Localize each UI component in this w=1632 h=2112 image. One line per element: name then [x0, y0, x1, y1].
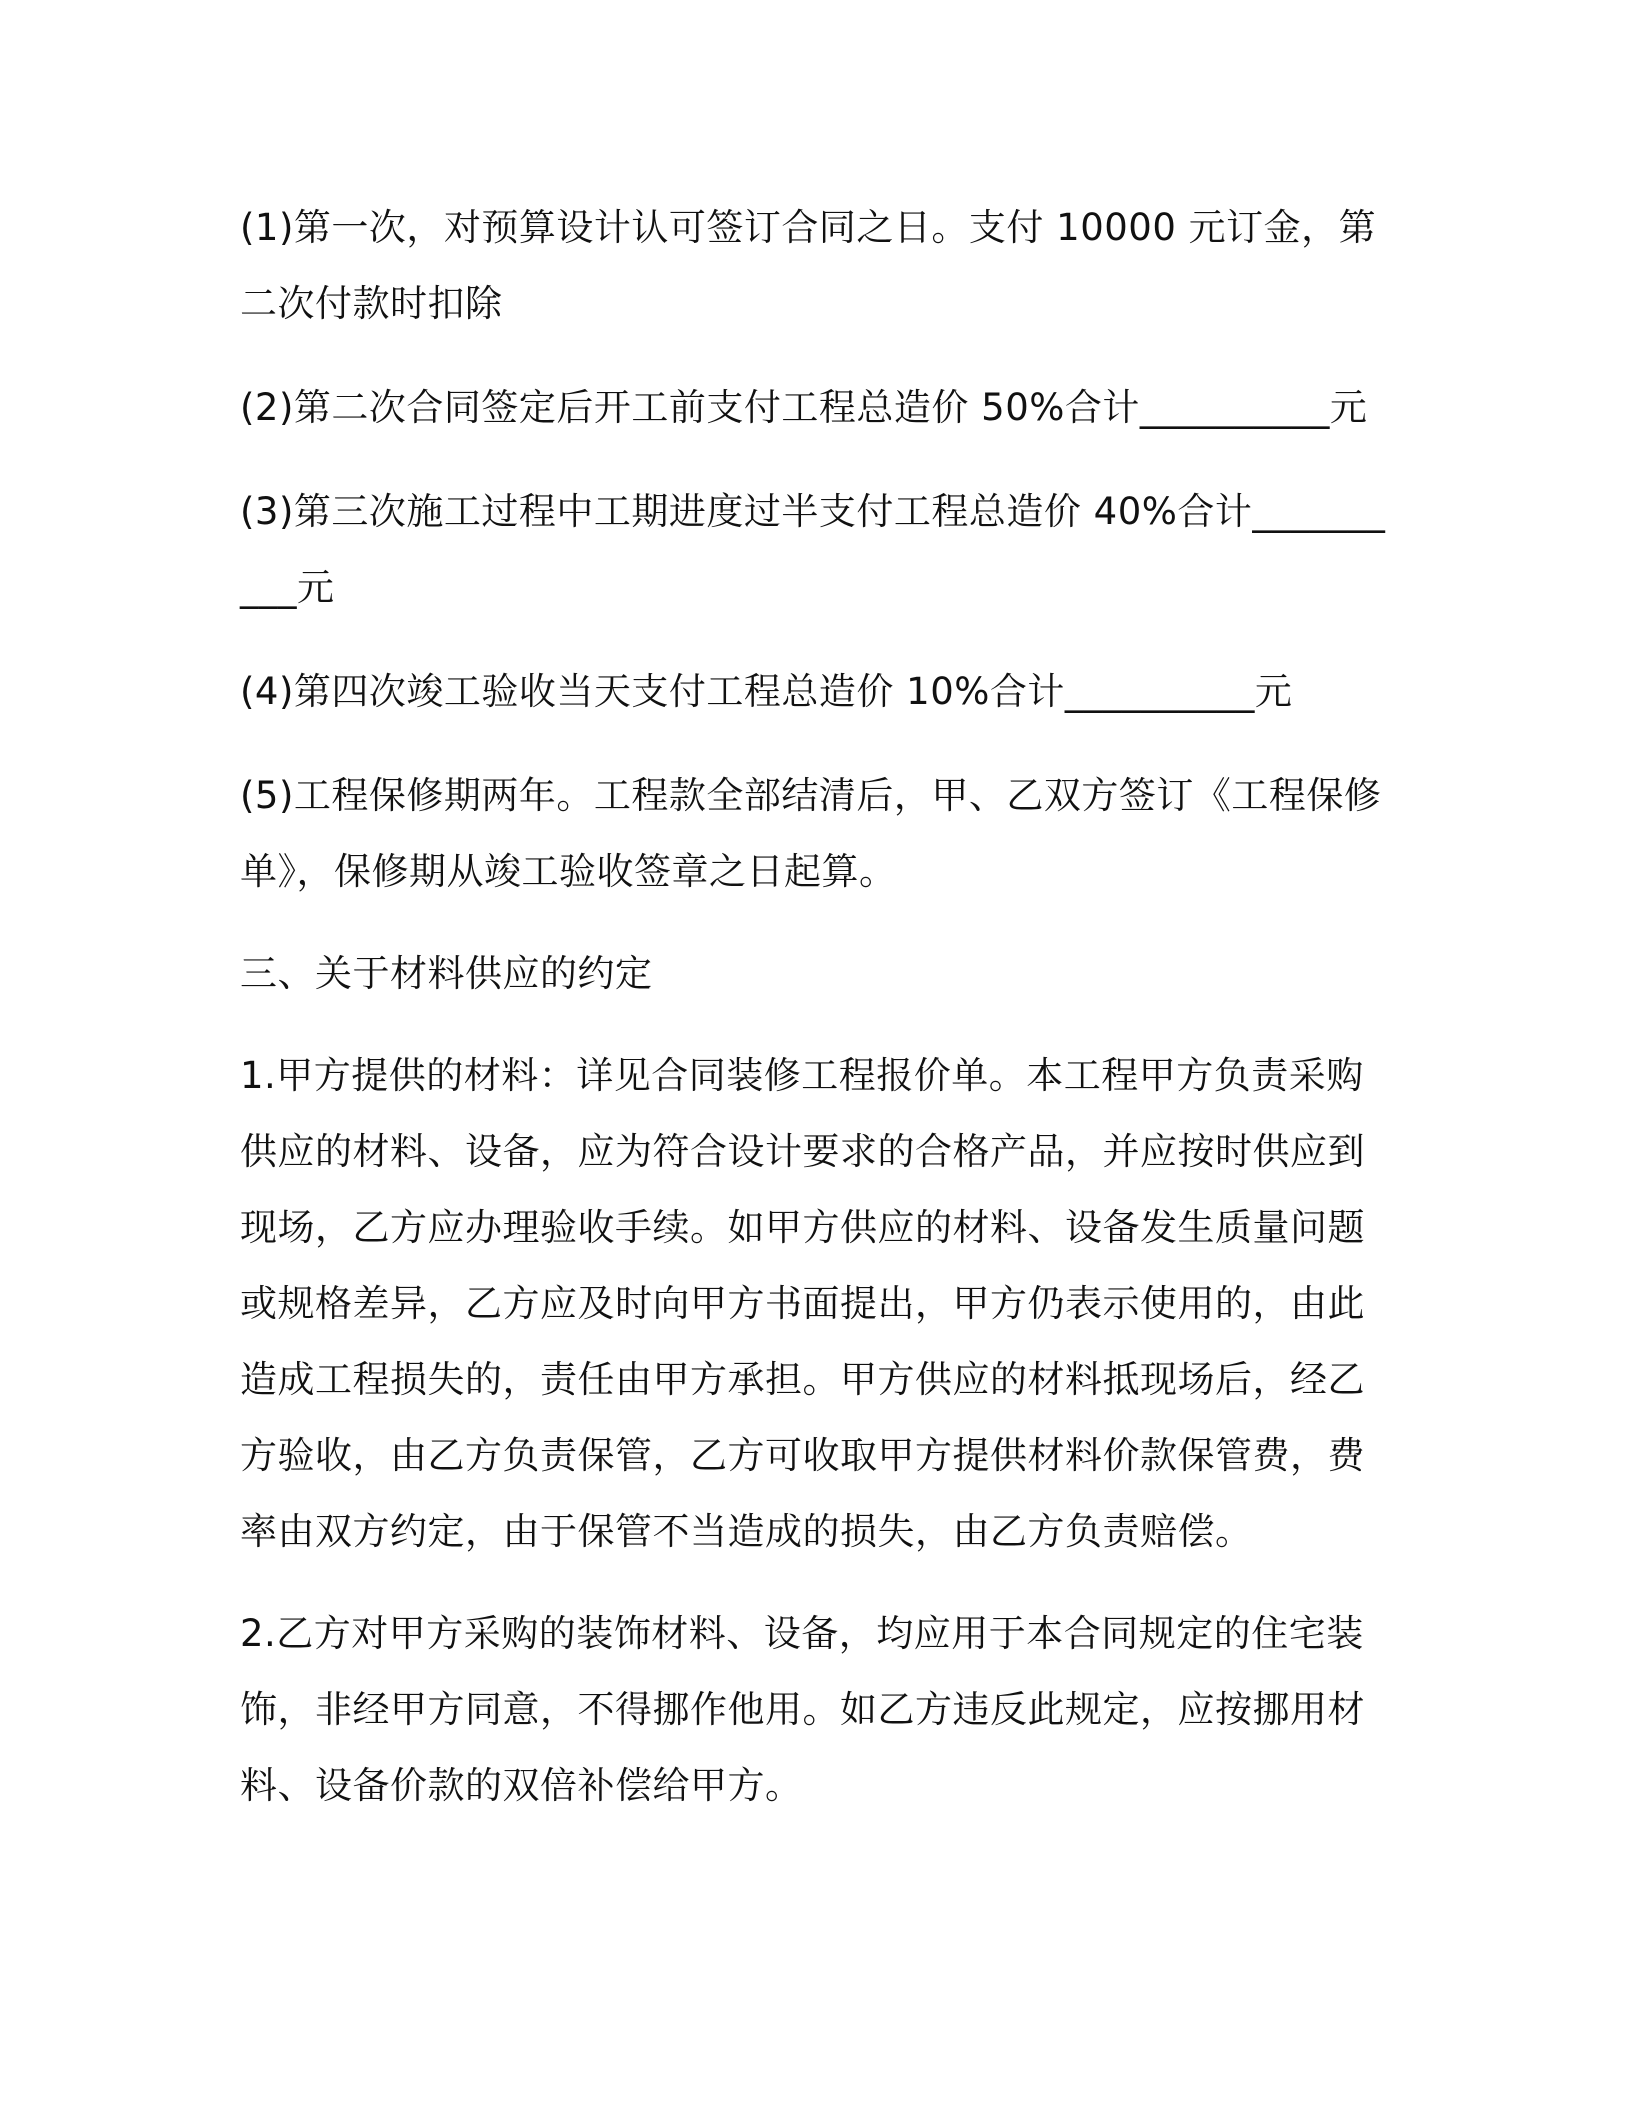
payment-item-2: (2)第二次合同签定后开工前支付工程总造价 50%合计__________元: [240, 386, 1368, 429]
payment-item-1: (1)第一次，对预算设计认可签订合同之日。支付 10000 元订金，第二次付款时扣除: [240, 206, 1377, 325]
payment-item-3: (3)第三次施工过程中工期进度过半支付工程总造价 40%合计__________元: [240, 490, 1386, 609]
material-clause-1: 1.甲方提供的材料：详见合同装修工程报价单。本工程甲方负责采购供应的材料、设备，应为符合设计要求的合格产品，并应按时供应到现场，乙方应办理验收手续。如甲方供应的材料、设备发生质量问题或规格差异，乙方应及时向甲方书面提出，甲方仍表示使用的，由此造成工程损失的，责任由甲方承担。甲方供应的材料抵现场后，经乙方验收，由乙方负责保管，乙方可收取甲方提供材料价款保管费，费率由双方约定，由于保管不当造成的损失，由乙方负责赔偿。: [240, 1054, 1365, 1553]
document-page: [240, 190, 1400, 1824]
section-heading: 三、关于材料供应的约定: [240, 952, 653, 995]
payment-item-5: (5)工程保修期两年。工程款全部结清后，甲、乙双方签订《工程保修单》，保修期从竣工验收签章之日起算。: [240, 774, 1382, 893]
material-clause-2: 2.乙方对甲方采购的装饰材料、设备，均应用于本合同规定的住宅装饰，非经甲方同意，不得挪作他用。如乙方违反此规定，应按挪用材料、设备价款的双倍补偿给甲方。: [240, 1612, 1365, 1807]
payment-item-4: (4)第四次竣工验收当天支付工程总造价 10%合计__________元: [240, 670, 1293, 713]
